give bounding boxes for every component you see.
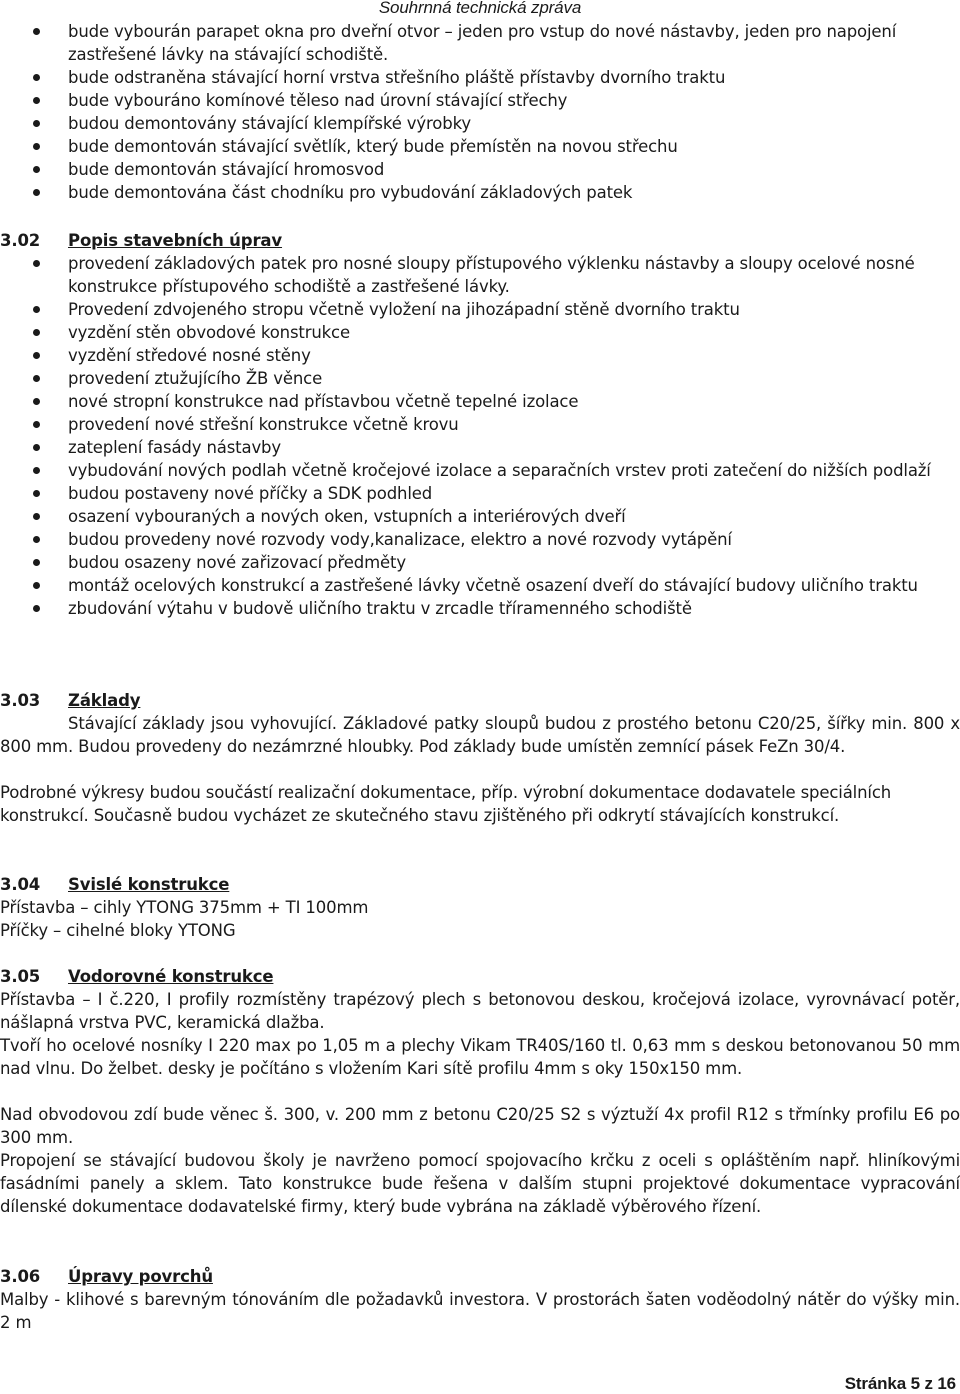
bullet-icon <box>33 605 40 612</box>
bullet-icon <box>33 536 40 543</box>
section-heading-3-05 <box>0 965 960 988</box>
bullet-icon <box>33 97 40 104</box>
list-item: zateplení fasády nástavby <box>0 436 960 459</box>
foundations-paragraph-2: Podrobné výkresy budou součástí realizační dokumentace, příp. výrobní dokumentace dodavatele speciálních konstrukcí. Současně budou vycházet ze skutečného stavu zjištěného při odkrytí stávajících konstrukcí. <box>0 783 892 825</box>
list-item: provedení ztužujícího ŽB věnce <box>0 367 960 390</box>
section-title: Vodorovné konstrukce <box>68 967 274 986</box>
section-number: 3.02 <box>0 231 41 250</box>
section-number: 3.05 <box>0 967 41 986</box>
list-item: budou osazeny nové zařizovací předměty <box>0 551 960 574</box>
bullet-icon <box>33 352 40 359</box>
section-title: Popis stavebních úprav <box>68 231 283 250</box>
section-heading-3-03 <box>0 689 960 712</box>
list-item: nové stropní konstrukce nad přístavbou včetně tepelné izolace <box>0 390 960 413</box>
bullet-icon <box>33 444 40 451</box>
walls-line-2: Příčky – cihelné bloky YTONG <box>0 921 236 940</box>
bullet-icon <box>33 490 40 497</box>
list-item: bude odstraněna stávající horní vrstva střešního pláště přístavby dvorního traktu <box>0 66 960 89</box>
section-number: 3.06 <box>0 1267 41 1286</box>
list-item: bude demontován stávající hromosvod <box>0 158 960 181</box>
list-item: zbudování výtahu v budově uličního traktu v zrcadle tříramenného schodiště <box>0 597 960 620</box>
surfaces-paragraph: Malby - klihové s barevným tónováním dle požadavků investora. V prostorách šaten voděodolný nátěr do výšky min. 2 m <box>0 1290 960 1332</box>
list-item: montáž ocelových konstrukcí a zastřešené lávky včetně osazení dveří do stávající budovy uličního traktu <box>0 574 960 597</box>
horizontal-paragraph-2: Tvoří ho ocelové nosníky I 220 max po 1,05 m a plechy Vikam TR40S/160 tl. 0,63 mm s deskou betonovanou 50 mm nad vlnu. Do želbet. desky je počítáno s vložením Kari sítě profilu 4mm s oky 150x150 mm. <box>0 1036 960 1078</box>
horizontal-paragraph-3: Nad obvodovou zdí bude věnec š. 300, v. 200 mm z betonu C20/25 S2 s výztuží 4x profil R12 s třmínky profilu E6 po 300 mm. <box>0 1105 960 1147</box>
section-title: Svislé konstrukce <box>68 875 230 894</box>
list-item: osazení vybouraných a nových oken, vstupních a interiérových dveří <box>0 505 960 528</box>
page-number: Stránka 5 z 16 <box>844 1374 956 1393</box>
list-item: Provedení zdvojeného stropu včetně vyložení na jihozápadní stěně dvorního traktu <box>0 298 960 321</box>
section-heading-3-06 <box>0 1265 960 1288</box>
horizontal-paragraph-4: Propojení se stávající budovou školy je navrženo pomocí spojovacího krčku z oceli s opláštěním např. hliníkovými fasádními panely a sklem. Tato konstrukce bude řešena v dalším stupni projektové dokumentace vypracování dílenské dokumentace dodavatelské firmy, který bude vybrána na základě výběrového řízení. <box>0 1151 960 1216</box>
bullet-icon <box>33 189 40 196</box>
section-heading-3-04 <box>0 873 960 896</box>
section-title: Základy <box>68 691 141 710</box>
bullet-icon <box>33 559 40 566</box>
list-item: provedení základových patek pro nosné sloupy přístupového výklenku nástavby a sloupy ocelové nosné konstrukce přístupového schodiště a zastřešené lávky. <box>0 252 960 298</box>
list-item: budou postaveny nové příčky a SDK podhled <box>0 482 960 505</box>
list-item: bude demontována část chodníku pro vybudování základových patek <box>0 181 960 204</box>
bullet-icon <box>33 467 40 474</box>
bullet-icon <box>33 582 40 589</box>
bullet-icon <box>33 398 40 405</box>
section-title: Úpravy povrchů <box>68 1267 213 1286</box>
foundations-paragraph-1: Stávající základy jsou vyhovující. Základové patky sloupů budou z prostého betonu C20/25, šířky min. 800 x 800 mm. Budou provedeny do nezámrzné hloubky. Pod základy bude umístěn zemnící pásek FeZn 30/4. <box>0 714 960 756</box>
section-number: 3.04 <box>0 875 41 894</box>
bullet-icon <box>33 306 40 313</box>
bullet-icon <box>33 260 40 267</box>
bullet-icon <box>33 513 40 520</box>
section-heading-3-02 <box>0 229 960 252</box>
list-item: provedení nové střešní konstrukce včetně krovu <box>0 413 960 436</box>
list-item: bude vybourán parapet okna pro dveřní otvor – jeden pro vstup do nové nástavby, jeden pro napojení zastřešené lávky na stávající schodiště. <box>0 20 960 66</box>
list-item: bude demontován stávající světlík, který bude přemístěn na novou střechu <box>0 135 960 158</box>
list-item: vyzdění středové nosné stěny <box>0 344 960 367</box>
list-item: budou provedeny nové rozvody vody,kanalizace, elektro a nové rozvody vytápění <box>0 528 960 551</box>
bullet-icon <box>33 421 40 428</box>
list-item: bude vybouráno komínové těleso nad úrovní stávající střechy <box>0 89 960 112</box>
bullet-icon <box>33 166 40 173</box>
walls-line-1: Přístavba – cihly YTONG 375mm + TI 100mm <box>0 898 369 917</box>
section-number: 3.03 <box>0 691 41 710</box>
bullet-icon <box>33 143 40 150</box>
page-header: Souhrnná technická zpráva <box>378 0 582 17</box>
list-item: vybudování nových podlah včetně kročejové izolace a separačních vrstev proti zatečení do nižších podlaží <box>0 459 960 482</box>
horizontal-paragraph-1: Přístavba – I č.220, I profily rozmístěny trapézový plech s betonovou deskou, kročejová izolace, vyrovnávací potěr, nášlapná vrstva PVC, keramická dlažba. <box>0 990 960 1032</box>
bullet-icon <box>33 120 40 127</box>
bullet-icon <box>33 329 40 336</box>
list-item: vyzdění stěn obvodové konstrukce <box>0 321 960 344</box>
bullet-icon <box>33 28 40 35</box>
list-item: budou demontovány stávající klempířské výrobky <box>0 112 960 135</box>
demolition-list <box>0 20 960 204</box>
construction-works-list <box>0 252 960 620</box>
bullet-icon <box>33 74 40 81</box>
bullet-icon <box>33 375 40 382</box>
